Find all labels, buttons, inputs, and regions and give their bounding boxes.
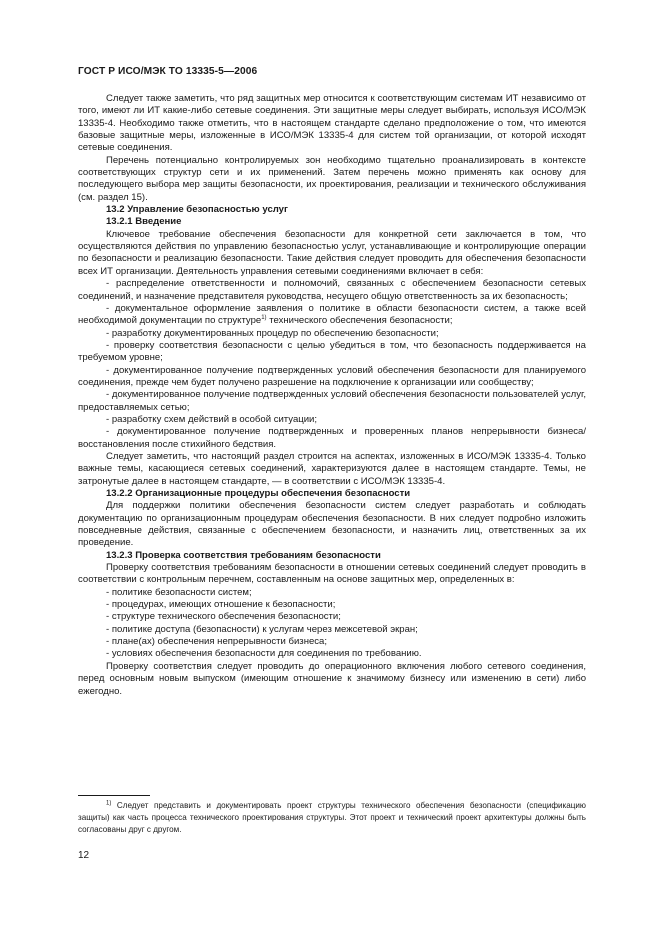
footnote-marker: 1) <box>106 800 112 807</box>
paragraph: Проверку соответствия следует проводить до операционного включения любого сетевого соединения, перед основным новым выпуском (имеющим отношение к значимому бизнесу или изменению в сети) либо ежегодно. <box>78 660 586 697</box>
list-item: - плане(ах) обеспечения непрерывности бизнеса; <box>106 636 328 648</box>
list-item: - политике безопасности систем; <box>106 586 252 598</box>
list-item: - документированное получение подтвержденных и проверенных планов непрерывности бизнеса/восстановления после стихийного бедствия. <box>78 426 586 450</box>
list-item: - документированное получение подтвержденных условий обеспечения безопасности пользователей услуг, предоставляемых сетью; <box>78 389 586 413</box>
footnote-divider <box>78 795 150 796</box>
list-item: - распределение ответственности и полномочий, связанных с обеспечением безопасности сетевых соединений, и назначение представителя руководства, несущего общую ответственность за их безопасность; <box>78 278 586 302</box>
list-item: - документированное получение подтвержденных условий обеспечения безопасности для планируемого соединения, прежде чем будет получено разрешение на подключение к организации или сообществу; <box>78 364 586 388</box>
list-item: - процедурах, имеющих отношение к безопасности; <box>106 599 336 611</box>
list-item-text: технического обеспечения безопасности; <box>266 315 453 327</box>
paragraph: Ключевое требование обеспечения безопасности для конкретной сети заключается в том, что осуществляются действия по управлению безопасностью услуг, устанавливающие и контролирующие операции по безопасности и реализацию безопасности. Такие действия следует проводить для обеспечения безопасности всех ИТ организации. Деятельность управления сетевыми соединениями включает в себя: <box>78 228 586 277</box>
subsection-heading: 13.2.3 Проверка соответствия требованиям безопасности <box>106 549 381 561</box>
footnote-text <box>78 800 586 836</box>
page-number: 12 <box>78 850 90 861</box>
paragraph: Перечень потенциально контролируемых зон необходимо тщательно проанализировать в контексте соответствующих структур сети и их применений. Затем перечень можно применять как основу для последующего выбора мер защиты безопасности, их проектирования, реализации и технического обслуживания (см. раздел 15). <box>78 154 586 203</box>
footnote-body: Следует представить и документировать проект структуры технического обеспечения безопасности (спецификацию защиты) как часть процесса технического проектирования структуры. Этот проект и технический проект архитектуры должны быть согласованы друг с другом. <box>78 801 586 834</box>
list-item <box>78 303 586 328</box>
list-item: - политике доступа (безопасности) к услугам через межсетевой экран; <box>106 623 418 635</box>
list-item: - структуре технического обеспечения безопасности; <box>106 611 341 623</box>
paragraph: Следует также заметить, что ряд защитных мер относится к соответствующим системам ИТ независимо от того, имеют ли ИТ какие-либо сетевые соединения. Эти защитные меры следует выбирать, используя ИСО/МЭК 13335-4. Необходимо также отметить, что в настоящем стандарте сделано предположение о том, что имеются базовые защитные меры, изложенные в ИСО/МЭК 13335-4 для систем той организации, от которой исходят сетевые соединения. <box>78 93 586 154</box>
page-header: ГОСТ Р ИСО/МЭК ТО 13335-5—2006 <box>78 66 258 77</box>
subsection-heading: 13.2.2 Организационные процедуры обеспечения безопасности <box>106 488 411 499</box>
list-item-text: - документальное оформление заявления о политике в области безопасности систем, а также всей необходимой документации по структуре <box>78 302 586 327</box>
list-item: - разработку документированных процедур по обеспечению безопасности; <box>106 327 439 339</box>
section-heading: 13.2 Управление безопасностью услуг <box>106 204 288 216</box>
paragraph: Для поддержки политики обеспечения безопасности систем следует разработать и соблюдать документацию по организационным процедурам обеспечения безопасности. В них следует подробно изложить повседневные действия, связанные с обеспечением безопасности, и назначить лиц, ответственных за их проведение. <box>78 500 586 549</box>
list-item: - условиях обеспечения безопасности для соединения по требованию. <box>106 648 422 660</box>
list-item: - проверку соответствия безопасности с целью убедиться в том, что безопасность поддерживается на требуемом уровне; <box>78 339 586 364</box>
subsection-heading: 13.2.1 Введение <box>106 216 182 228</box>
paragraph: Проверку соответствия требованиям безопасности в отношении сетевых соединений следует проводить в соответствии с контрольным перечнем, составленным на основе защитных мер, определенных в: <box>78 562 586 586</box>
paragraph: Следует заметить, что настоящий раздел строится на аспектах, изложенных в ИСО/МЭК 13335-4. Только важные темы, касающиеся сетевых соединений, характеризуются далее в настоящем стандарте. Темы, не затронутые далее в настоящем стандарте, — в соответствии с ИСО/МЭК 13335-4. <box>78 450 586 487</box>
footnote-reference: 1) <box>261 315 267 322</box>
footnote <box>78 800 586 836</box>
list-item: - разработку схем действий в особой ситуации; <box>106 413 318 425</box>
page-body <box>78 93 586 698</box>
